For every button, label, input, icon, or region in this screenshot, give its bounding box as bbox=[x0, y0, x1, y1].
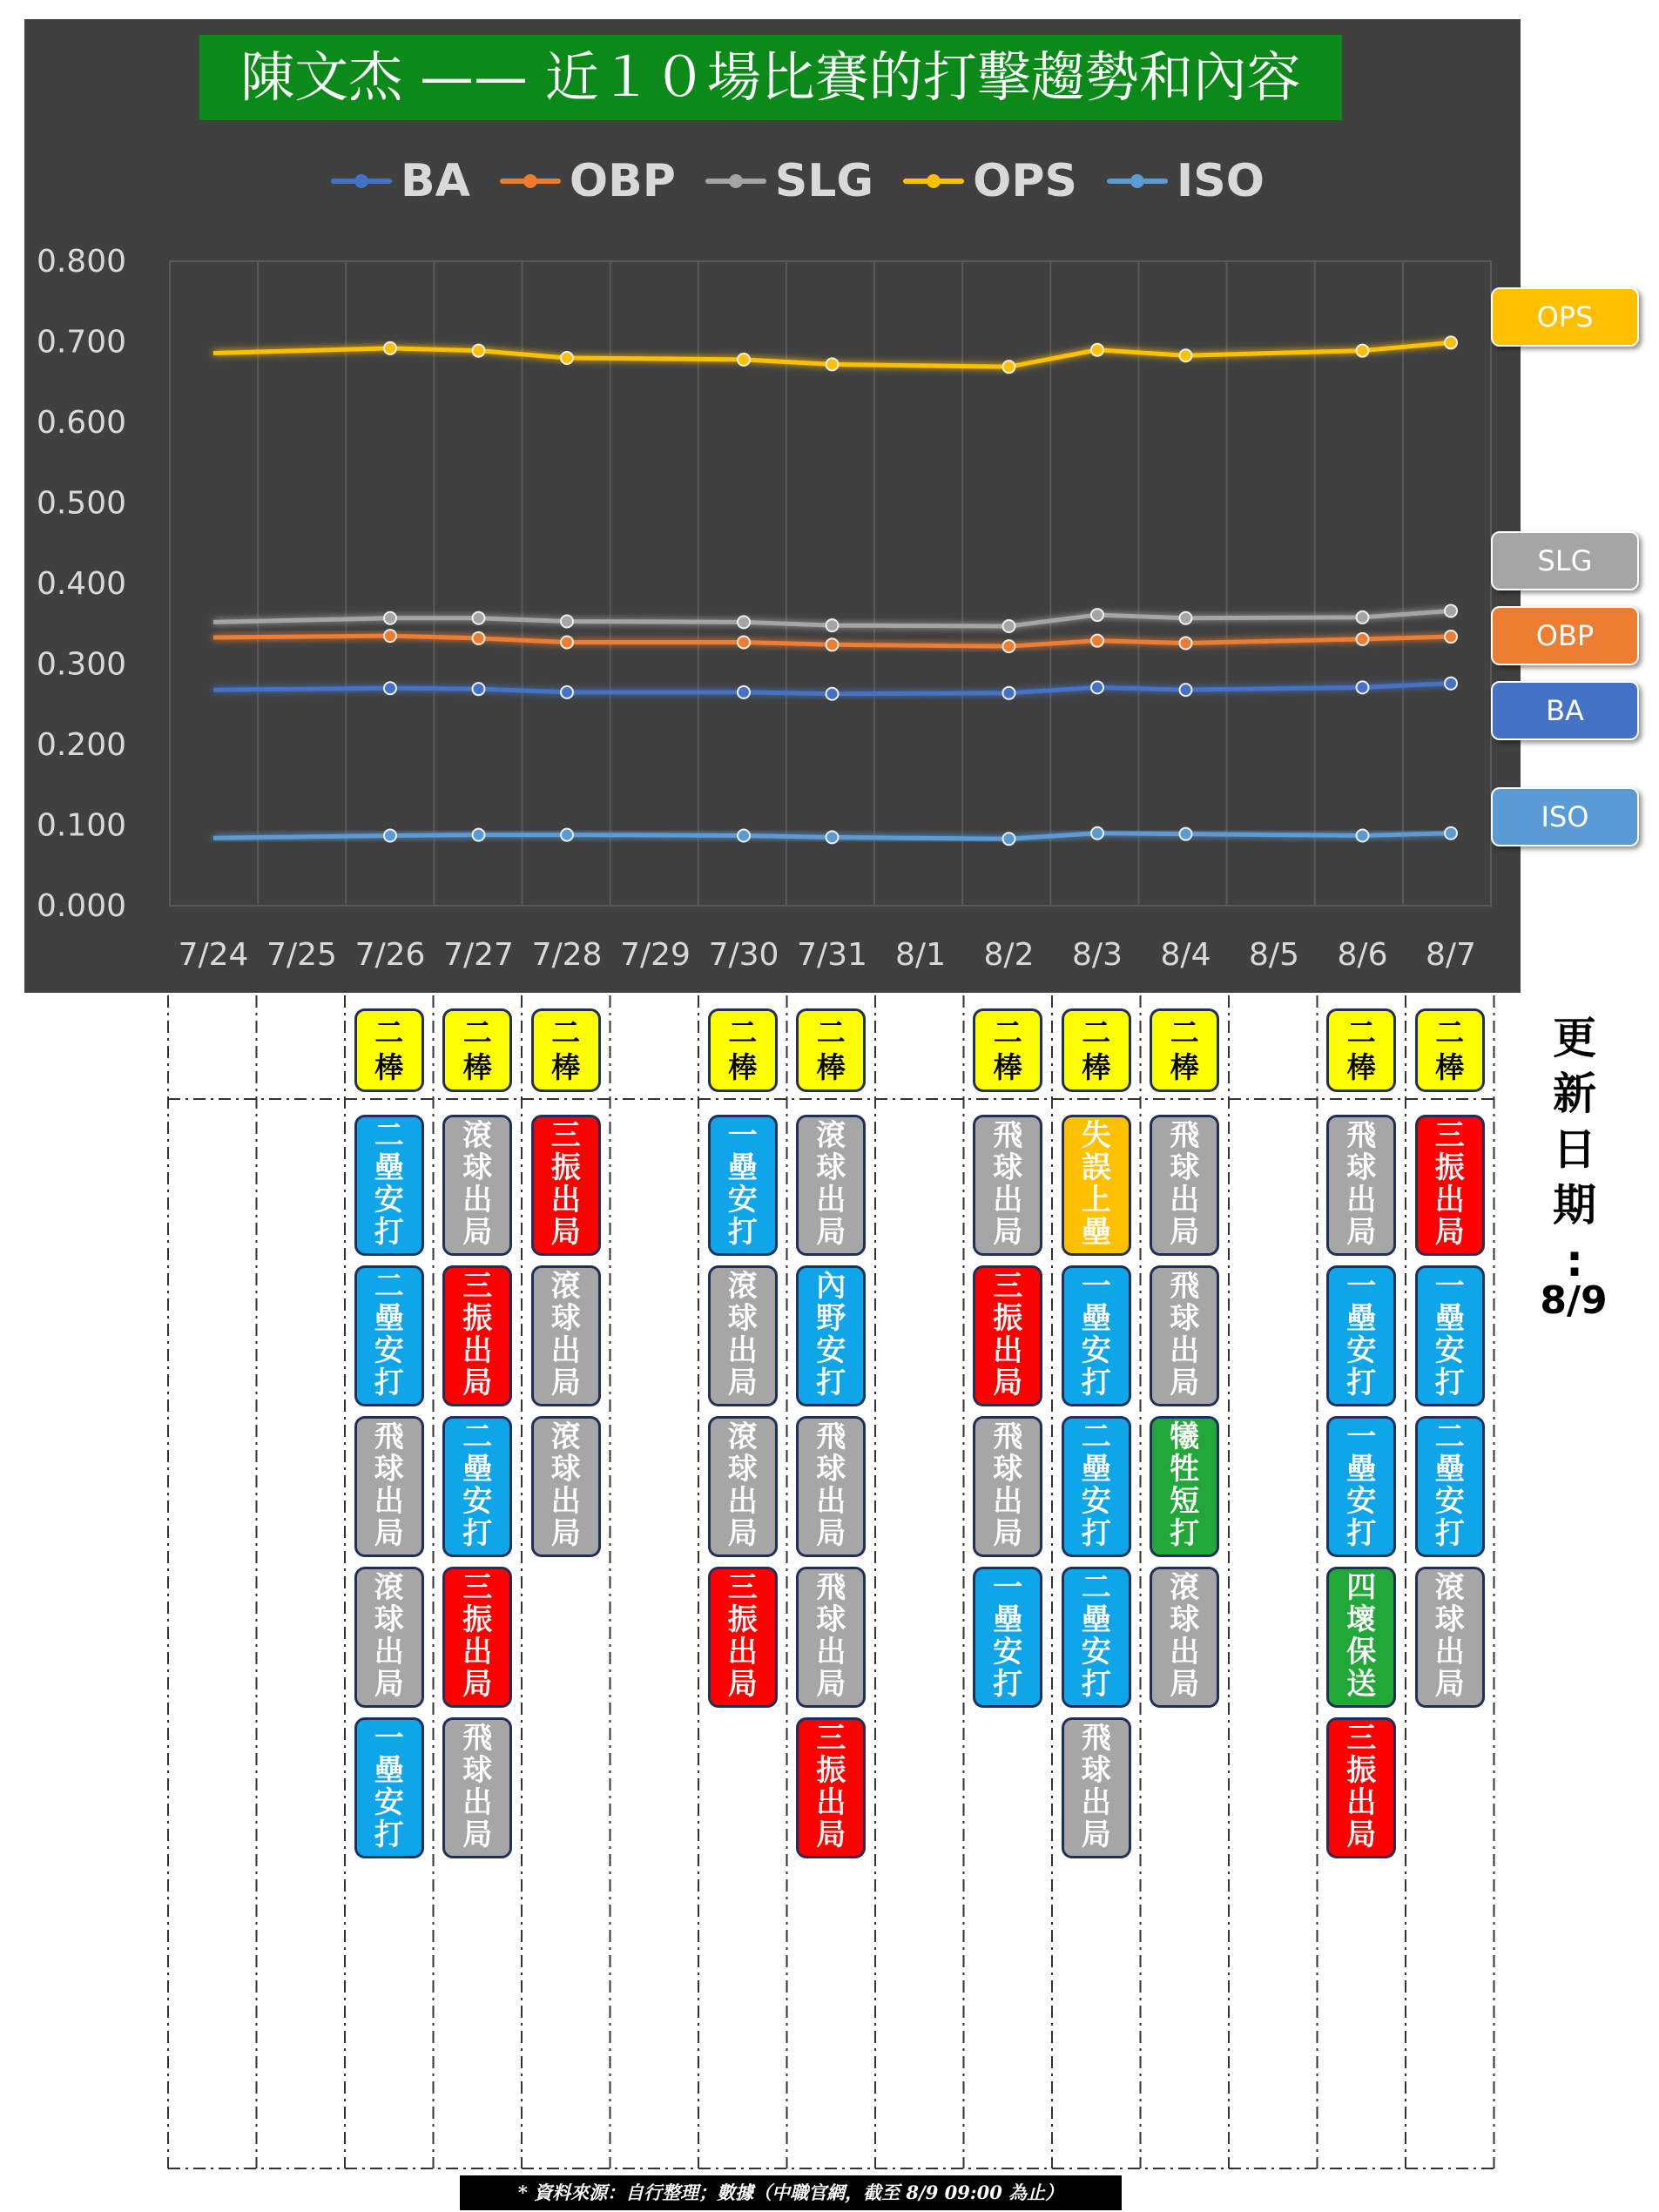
y-tick-label: 0.200 bbox=[36, 727, 126, 763]
legend-label: OBP bbox=[569, 155, 676, 207]
y-tick-label: 0.300 bbox=[36, 646, 126, 683]
iso-series-tag: ISO bbox=[1491, 787, 1639, 846]
at-bat-result: 飛 球 出 局 bbox=[973, 1416, 1042, 1557]
at-bat-result: 二 壘 安 打 bbox=[1062, 1416, 1131, 1557]
ops-series-tag: OPS bbox=[1491, 287, 1639, 347]
at-bat-result: 滾 球 出 局 bbox=[531, 1265, 601, 1406]
batting-order-badge: 二 棒 bbox=[796, 1008, 866, 1092]
at-bat-result: 二 壘 安 打 bbox=[1415, 1416, 1485, 1557]
at-bat-result: 飛 球 出 局 bbox=[1326, 1115, 1396, 1256]
at-bat-result: 三 振 出 局 bbox=[1326, 1717, 1396, 1858]
at-bat-result: 三 振 出 局 bbox=[1415, 1115, 1485, 1256]
at-bat-result: 滾 球 出 局 bbox=[708, 1416, 778, 1557]
y-tick-label: 0.100 bbox=[36, 807, 126, 844]
y-tick-label: 0.600 bbox=[36, 405, 126, 441]
x-tick-label: 8/6 bbox=[1337, 937, 1388, 973]
x-tick-label: 7/25 bbox=[266, 937, 337, 973]
source-footer: * 資料來源：自行整理；數據（中職官網，截至 8/9 09:00 為止） bbox=[460, 2175, 1122, 2210]
batting-order-badge: 二 棒 bbox=[531, 1008, 601, 1092]
at-bat-result: 二 壘 安 打 bbox=[354, 1115, 424, 1256]
at-bat-result: 飛 球 出 局 bbox=[796, 1567, 866, 1708]
at-bat-result: 三 振 出 局 bbox=[442, 1567, 512, 1708]
batting-order-badge: 二 棒 bbox=[1326, 1008, 1396, 1092]
at-bat-result: 滾 球 出 局 bbox=[1150, 1567, 1219, 1708]
x-tick-label: 7/28 bbox=[531, 937, 603, 973]
x-tick-label: 7/26 bbox=[354, 937, 426, 973]
legend-label: ISO bbox=[1176, 155, 1264, 207]
x-tick-label: 7/29 bbox=[620, 937, 691, 973]
at-bat-result: 一 壘 安 打 bbox=[1415, 1265, 1485, 1406]
at-bat-result: 滾 球 出 局 bbox=[442, 1115, 512, 1256]
update-label: 更 新 日 期 : bbox=[1553, 1013, 1596, 1286]
x-tick-label: 8/4 bbox=[1160, 937, 1211, 973]
at-bat-result: 二 壘 安 打 bbox=[442, 1416, 512, 1557]
at-bat-result: 犧 牲 短 打 bbox=[1150, 1416, 1219, 1557]
at-bat-result: 二 壘 安 打 bbox=[1062, 1567, 1131, 1708]
ba-series-tag: BA bbox=[1491, 681, 1639, 740]
at-bat-result: 三 振 出 局 bbox=[973, 1265, 1042, 1406]
x-tick-label: 7/27 bbox=[443, 937, 514, 973]
y-tick-label: 0.700 bbox=[36, 324, 126, 361]
at-bat-result: 滾 球 出 局 bbox=[708, 1265, 778, 1406]
at-bat-result: 飛 球 出 局 bbox=[1150, 1265, 1219, 1406]
at-bat-result: 四 壞 保 送 bbox=[1326, 1567, 1396, 1708]
batting-order-badge: 二 棒 bbox=[1415, 1008, 1485, 1092]
batting-order-badge: 二 棒 bbox=[1062, 1008, 1131, 1092]
at-bat-result: 三 振 出 局 bbox=[796, 1717, 866, 1858]
x-tick-label: 8/5 bbox=[1249, 937, 1299, 973]
chart-title: 陳文杰 —— 近１０場比賽的打擊趨勢和內容 bbox=[199, 35, 1342, 120]
at-bat-result: 一 壘 安 打 bbox=[354, 1717, 424, 1858]
at-bat-result: 一 壘 安 打 bbox=[1326, 1265, 1396, 1406]
at-bat-result: 內 野 安 打 bbox=[796, 1265, 866, 1406]
batting-order-badge: 二 棒 bbox=[973, 1008, 1042, 1092]
at-bat-result: 滾 球 出 局 bbox=[531, 1416, 601, 1557]
batting-order-badge: 二 棒 bbox=[442, 1008, 512, 1092]
at-bat-result: 三 振 出 局 bbox=[442, 1265, 512, 1406]
at-bat-result: 飛 球 出 局 bbox=[796, 1416, 866, 1557]
batting-order-badge: 二 棒 bbox=[708, 1008, 778, 1092]
x-tick-label: 8/2 bbox=[983, 937, 1035, 973]
at-bat-result: 一 壘 安 打 bbox=[708, 1115, 778, 1256]
at-bat-result: 滾 球 出 局 bbox=[354, 1567, 424, 1708]
x-tick-label: 7/31 bbox=[797, 937, 867, 973]
y-tick-label: 0.800 bbox=[36, 244, 126, 280]
at-bat-result: 飛 球 出 局 bbox=[354, 1416, 424, 1557]
at-bat-result: 一 壘 安 打 bbox=[1326, 1416, 1396, 1557]
at-bat-result: 飛 球 出 局 bbox=[442, 1717, 512, 1858]
update-date: 8/9 bbox=[1540, 1278, 1608, 1323]
y-tick-label: 0.000 bbox=[36, 888, 126, 924]
x-tick-label: 8/3 bbox=[1072, 937, 1123, 973]
at-bat-result: 飛 球 出 局 bbox=[1062, 1717, 1131, 1858]
at-bat-result: 失 誤 上 壘 bbox=[1062, 1115, 1131, 1256]
at-bat-result: 滾 球 出 局 bbox=[796, 1115, 866, 1256]
x-tick-label: 8/7 bbox=[1426, 937, 1476, 973]
legend-label: OPS bbox=[973, 155, 1077, 207]
batting-order-badge: 二 棒 bbox=[354, 1008, 424, 1092]
x-tick-label: 7/24 bbox=[178, 937, 249, 973]
obp-series-tag: OBP bbox=[1491, 606, 1639, 665]
at-bat-result: 三 振 出 局 bbox=[531, 1115, 601, 1256]
x-tick-label: 7/30 bbox=[708, 937, 779, 973]
legend-label: BA bbox=[401, 155, 470, 207]
y-tick-label: 0.500 bbox=[36, 485, 126, 522]
x-tick-label: 8/1 bbox=[895, 937, 946, 973]
y-tick-label: 0.400 bbox=[36, 566, 126, 602]
slg-series-tag: SLG bbox=[1491, 531, 1639, 590]
at-bat-result: 一 壘 安 打 bbox=[973, 1567, 1042, 1708]
legend-label: SLG bbox=[774, 155, 874, 207]
at-bat-result: 飛 球 出 局 bbox=[973, 1115, 1042, 1256]
batting-order-badge: 二 棒 bbox=[1150, 1008, 1219, 1092]
at-bat-result: 三 振 出 局 bbox=[708, 1567, 778, 1708]
at-bat-result: 飛 球 出 局 bbox=[1150, 1115, 1219, 1256]
at-bat-result: 一 壘 安 打 bbox=[1062, 1265, 1131, 1406]
at-bat-result: 滾 球 出 局 bbox=[1415, 1567, 1485, 1708]
at-bat-result: 二 壘 安 打 bbox=[354, 1265, 424, 1406]
